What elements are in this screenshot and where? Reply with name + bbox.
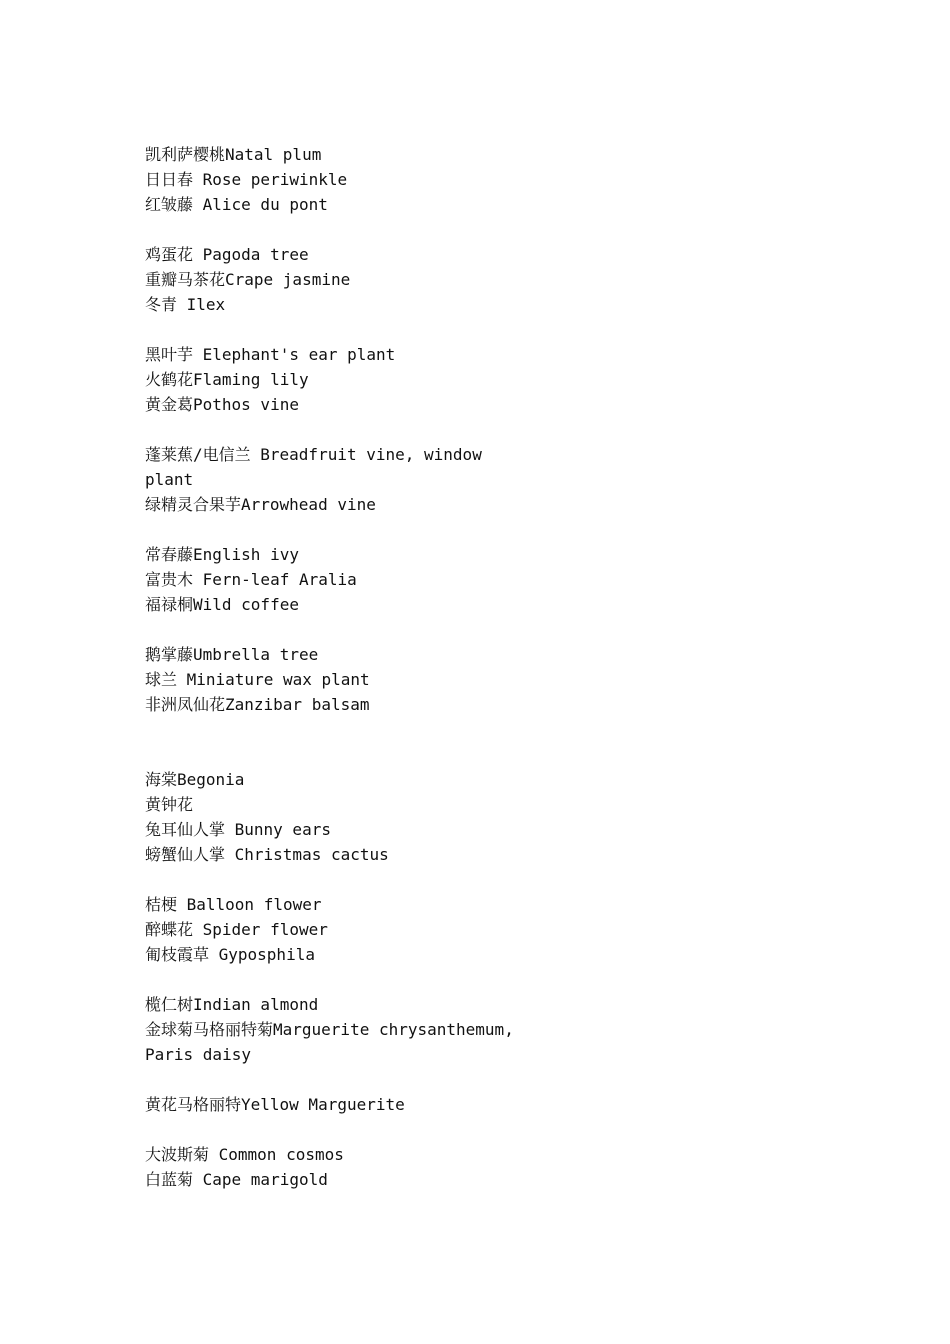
text-line: 凯利萨樱桃Natal plum	[145, 145, 322, 164]
blank-line	[145, 617, 765, 642]
text-line: Paris daisy	[145, 1045, 251, 1064]
text-line: 大波斯菊 Common cosmos	[145, 1145, 344, 1164]
text-line: 桔梗 Balloon flower	[145, 895, 322, 914]
blank-line	[145, 867, 765, 892]
blank-line	[145, 1117, 765, 1142]
blank-line	[145, 717, 765, 767]
text-line: 常春藤English ivy	[145, 545, 299, 564]
text-line: 醉蝶花 Spider flower	[145, 920, 328, 939]
blank-line	[145, 217, 765, 242]
text-line: 榄仁树Indian almond	[145, 995, 319, 1014]
text-line: 绿精灵合果芋Arrowhead vine	[145, 495, 376, 514]
text-line: 螃蟹仙人掌 Christmas cactus	[145, 845, 389, 864]
text-line: 鹅掌藤Umbrella tree	[145, 645, 319, 664]
text-line: 金球菊马格丽特菊Marguerite chrysanthemum,	[145, 1020, 514, 1039]
text-line: 福禄桐Wild coffee	[145, 595, 299, 614]
text-line: 蓬莱蕉/电信兰 Breadfruit vine, window	[145, 445, 482, 464]
text-line: 黄花马格丽特Yellow Marguerite	[145, 1095, 405, 1114]
text-line: 海棠Begonia	[145, 770, 245, 789]
text-line: 兔耳仙人掌 Bunny ears	[145, 820, 331, 839]
text-line: 黄金葛Pothos vine	[145, 395, 299, 414]
document-page	[145, 142, 765, 1192]
text-line: 非洲凤仙花Zanzibar balsam	[145, 695, 370, 714]
text-line: 鸡蛋花 Pagoda tree	[145, 245, 309, 264]
blank-line	[145, 1067, 765, 1092]
blank-line	[145, 967, 765, 992]
blank-line	[145, 417, 765, 442]
text-line: 白蓝菊 Cape marigold	[145, 1170, 328, 1189]
blank-line	[145, 317, 765, 342]
text-line: plant	[145, 470, 194, 489]
text-line: 冬青 Ilex	[145, 295, 226, 314]
text-line: 红皱藤 Alice du pont	[145, 195, 328, 214]
text-line: 黑叶芋 Elephant's ear plant	[145, 345, 396, 364]
text-line: 火鹤花Flaming lily	[145, 370, 309, 389]
text-line: 富贵木 Fern-leaf Aralia	[145, 570, 357, 589]
text-line: 重瓣马茶花Crape jasmine	[145, 270, 351, 289]
text-line: 球兰 Miniature wax plant	[145, 670, 370, 689]
text-line: 黄钟花	[145, 795, 194, 814]
text-line: 日日春 Rose periwinkle	[145, 170, 348, 189]
text-line: 匍枝霞草 Gyposphila	[145, 945, 315, 964]
blank-line	[145, 517, 765, 542]
